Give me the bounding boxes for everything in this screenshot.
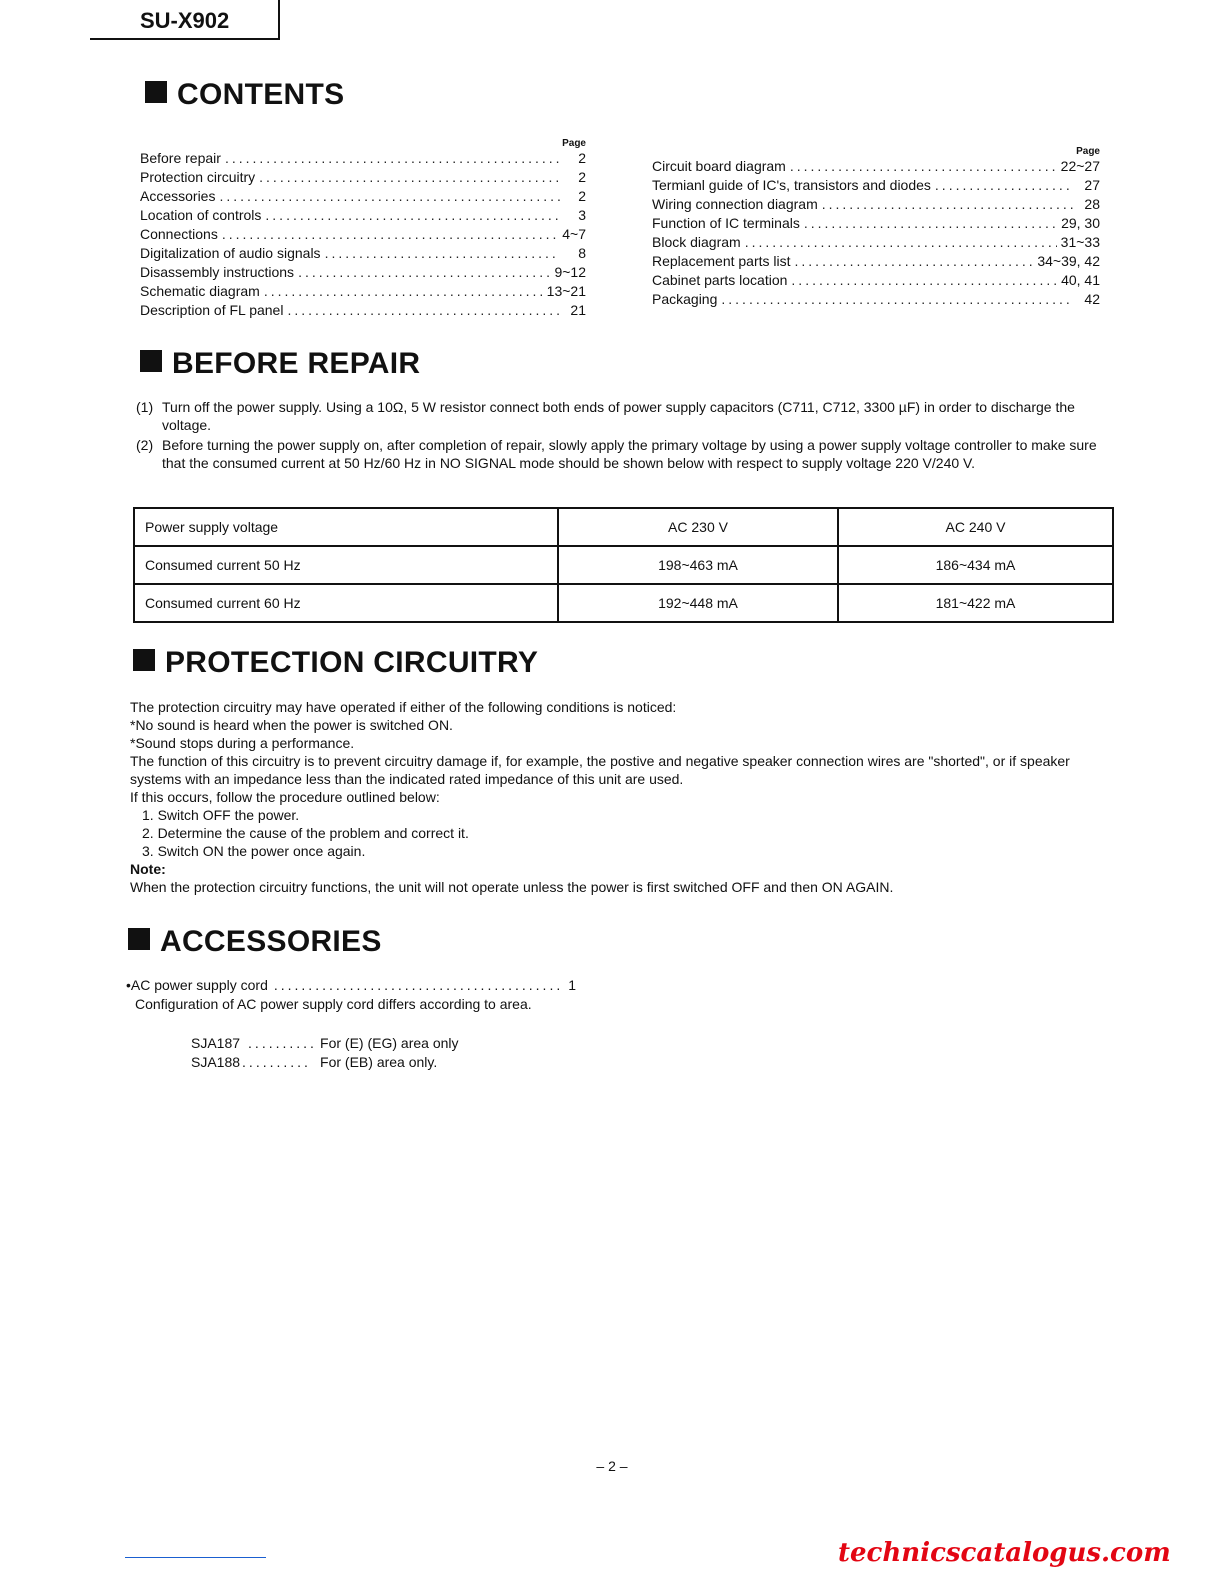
contents-heading: CONTENTS	[145, 78, 344, 112]
accessories-body	[126, 976, 576, 1014]
toc-entry[interactable]: Replacement parts list ..... 34~39, 42	[652, 253, 1100, 272]
model-number: SU-X902	[140, 8, 230, 33]
contents-right-list	[652, 146, 1100, 310]
square-bullet-icon	[140, 350, 162, 372]
protection-procedure: If this occurs, follow the procedure outlined below:	[130, 789, 440, 805]
toc-entry[interactable]: Before repair ..... 2	[140, 150, 586, 169]
note-label: Note:	[130, 861, 166, 877]
toc-entry[interactable]: Block diagram ..... 31~33	[652, 234, 1100, 253]
toc-entry[interactable]: Packaging ..... 42	[652, 291, 1100, 310]
page-column-label: Page	[1076, 146, 1100, 157]
square-bullet-icon	[145, 81, 167, 103]
toc-entry[interactable]: Function of IC terminals ..... 29, 30	[652, 215, 1100, 234]
square-bullet-icon	[133, 649, 155, 671]
table-cell: Consumed current 60 Hz	[134, 584, 558, 622]
note-text: When the protection circuitry functions, the unit will not operate unless the power is first switched OFF and then ON AGAIN.	[130, 879, 894, 895]
cord-code-row: SJA187 ..... For (E) (EG) area only	[191, 1034, 491, 1053]
toc-entry[interactable]: Protection circuitry ..... 2	[140, 169, 586, 188]
contents-left-list	[140, 138, 586, 321]
page-number: – 2 –	[596, 1458, 628, 1474]
protection-function: The function of this circuitry is to prevent circuitry damage if, for example, the postive and negative speaker connection wires are "shorted", or if speaker systems with an impedance less than the indicated rated impedance of this unit are used.	[130, 753, 1070, 787]
toc-entry[interactable]: Disassembly instructions ..... 9~12	[140, 264, 586, 283]
protection-heading: PROTECTION CIRCUITRY	[133, 646, 538, 680]
table-cell: Consumed current 50 Hz	[134, 546, 558, 584]
before-repair-item: (1) Turn off the power supply. Using a 10Ω, 5 W resistor connect both ends of power supply capacitors (C711, C712, 3300 µF) in order to discharge the voltage.	[136, 399, 1075, 433]
before-repair-item: (2) Before turning the power supply on, after completion of repair, slowly apply the primary voltage by using a power supply voltage controller to make sure that the consumed current at 50 Hz/60 Hz in NO SIGNAL mode should be shown below with respect to supply voltage 220 V/240 V.	[136, 437, 1097, 471]
accessories-heading: ACCESSORIES	[128, 925, 382, 959]
table-cell: 192~448 mA	[558, 584, 838, 622]
protection-condition: *Sound stops during a performance.	[130, 735, 355, 751]
cord-codes	[191, 1034, 491, 1072]
toc-entry[interactable]: Wiring connection diagram ..... 28	[652, 196, 1100, 215]
before-repair-heading: BEFORE REPAIR	[140, 347, 420, 381]
table-cell: 186~434 mA	[838, 546, 1113, 584]
table-cell: 198~463 mA	[558, 546, 838, 584]
protection-step: 3. Switch ON the power once again.	[142, 843, 366, 859]
table-cell: Power supply voltage	[134, 508, 558, 546]
toc-entry[interactable]: Circuit board diagram ..... 22~27	[652, 158, 1100, 177]
accessory-item: •AC power supply cord ..... 1	[126, 976, 576, 995]
footer-rule	[125, 1557, 266, 1558]
square-bullet-icon	[128, 928, 150, 950]
table-cell: AC 240 V	[838, 508, 1113, 546]
toc-entry[interactable]: Cabinet parts location ..... 40, 41	[652, 272, 1100, 291]
footer-site-link[interactable]: technicscatalogus.com	[838, 1538, 1171, 1568]
accessory-note: Configuration of AC power supply cord differs according to area.	[135, 996, 532, 1012]
table-row	[134, 508, 1113, 546]
toc-entry[interactable]: Location of controls ..... 3	[140, 207, 586, 226]
table-cell: 181~422 mA	[838, 584, 1113, 622]
cord-code-row: SJA188 ..... For (EB) area only.	[191, 1053, 491, 1072]
protection-body	[130, 698, 1110, 896]
table-row	[134, 546, 1113, 584]
toc-entry[interactable]: Description of FL panel ..... 21	[140, 302, 586, 321]
current-table	[133, 507, 1114, 623]
toc-entry[interactable]: Connections ..... 4~7	[140, 226, 586, 245]
protection-step: 1. Switch OFF the power.	[142, 807, 300, 823]
protection-step: 2. Determine the cause of the problem and correct it.	[142, 825, 469, 841]
toc-entry[interactable]: Accessories ..... 2	[140, 188, 586, 207]
toc-entry[interactable]: Schematic diagram ..... 13~21	[140, 283, 586, 302]
table-row	[134, 584, 1113, 622]
table-cell: AC 230 V	[558, 508, 838, 546]
toc-entry[interactable]: Digitalization of audio signals ..... 8	[140, 245, 586, 264]
page-column-label: Page	[562, 138, 586, 149]
protection-intro: The protection circuitry may have operated if either of the following conditions is noticed:	[130, 699, 677, 715]
toc-entry[interactable]: Termianl guide of IC's, transistors and diodes ..... 27	[652, 177, 1100, 196]
protection-condition: *No sound is heard when the power is switched ON.	[130, 717, 453, 733]
